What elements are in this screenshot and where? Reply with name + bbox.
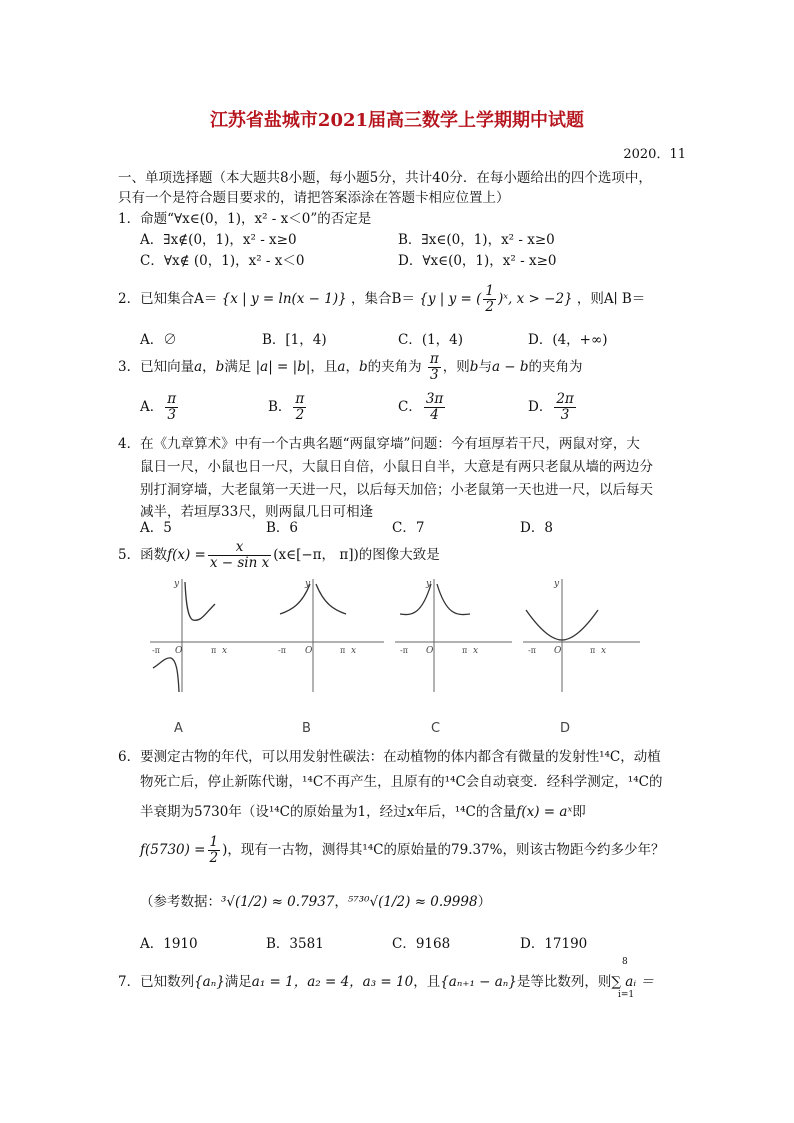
section-instructions-line2: 只有一个是符合题目要求的，请把答案添涂在答题卡相应位置上） (118, 190, 510, 206)
page-title: 江苏省盐城市2021届高三数学上学期期中试题 (209, 110, 585, 131)
graph-a (145, 574, 270, 694)
question-6-line-3-text: 半衰期为5730年（设¹⁴C的原始量为1，经过x年后，¹⁴C的含量 (140, 804, 517, 820)
graph-d-label: D (560, 721, 571, 736)
y-label: y (174, 579, 180, 589)
x-label: x (222, 646, 228, 656)
question-4-option-b: B．6 (266, 520, 299, 536)
reference-suffix: ） (477, 894, 492, 910)
fraction-denominator: 3 (560, 407, 570, 423)
function-name: f(x) = (167, 547, 206, 563)
neg-pi-label: -π (278, 646, 286, 655)
reference-prefix: （参考数据： (140, 894, 221, 910)
question-5-stem (118, 540, 440, 571)
difference-sequence: {aₙ₊₁ − aₙ} (440, 974, 517, 990)
question-7-text-c: ，且 (413, 974, 441, 990)
fraction-numerator: 2π (556, 391, 574, 407)
question-3-stem (118, 352, 583, 383)
question-2-stem (118, 284, 645, 315)
vector-b: b (358, 359, 368, 375)
option-fraction (554, 392, 575, 423)
pi-label: π (211, 646, 217, 655)
question-3-option-d (528, 392, 578, 423)
vector-difference: a − b (491, 359, 529, 375)
exam-date: 2020．11 (623, 147, 686, 162)
fraction-denominator: 4 (430, 407, 439, 423)
x-label: x (473, 646, 479, 656)
fraction-denominator: 3 (167, 407, 176, 423)
question-4-line-4: 减半，若垣厚33尺，则两鼠几日可相逢 (140, 504, 374, 520)
fraction-numerator: 1 (485, 283, 494, 299)
question-6-line-3-suffix: 即 (572, 804, 586, 820)
fraction-denominator: 2 (295, 407, 305, 423)
reference-separator: ， (334, 894, 348, 910)
question-5-text-b: (x∈[−π， π])的图像大致是 (273, 547, 440, 563)
x-label: x (601, 646, 607, 656)
question-3-option-c (398, 392, 447, 423)
vector-a: a (337, 359, 346, 375)
question-2-text-c: ，则A∣ B＝ (576, 291, 646, 307)
option-label: A． (140, 399, 164, 415)
question-6-line-4 (140, 835, 665, 866)
option-label: D． (528, 399, 553, 415)
question-3-comma: ， (345, 359, 359, 375)
question-1-option-a: A．∃x∉(0，1)，x² - x≥0 (140, 232, 297, 248)
sum-lower-limit: i=1 (618, 990, 635, 1000)
reference-cube-root: ³√(1/2) ≈ 0.7937 (221, 894, 335, 910)
origin-label: O (426, 646, 434, 656)
question-3-text-f: 与 (478, 359, 492, 375)
set-b-fraction (483, 284, 496, 315)
graph-b-label: B (302, 721, 311, 736)
question-3-comma: ， (202, 359, 216, 375)
option-fraction (293, 392, 306, 423)
neg-pi-label: -π (400, 646, 408, 655)
vector-b: b (469, 359, 479, 375)
fraction-denominator: 2 (209, 850, 219, 866)
graph-c-label: C (431, 721, 441, 736)
half-fraction (208, 835, 221, 866)
fraction-numerator: 1 (209, 834, 219, 850)
sequence-an: {aₙ} (194, 974, 225, 990)
question-3-text-b: 满足 (224, 359, 252, 375)
graph-a-label: A (174, 721, 183, 736)
question-3-text-g: 的夹角为 (528, 359, 583, 375)
vector-b: b (215, 359, 225, 375)
set-b-expression-left: {y | y = ( (419, 291, 482, 307)
question-2-text-b: ，集合B＝ (351, 291, 415, 307)
set-b-expression-right: )ˣ, x > −2} (497, 291, 573, 307)
fraction-denominator: 2 (485, 299, 494, 315)
question-2-text-a: 2．已知集合A＝ (118, 291, 218, 307)
question-2-option-b: B．[1，4) (262, 332, 327, 348)
pi-label: π (340, 646, 346, 655)
curve-two-branches (400, 584, 470, 615)
vector-a: a (194, 359, 203, 375)
option-fraction (424, 392, 445, 423)
question-1-option-c: C．∀x∉ (0，1)，x² - x＜0 (140, 253, 305, 269)
curve-left-branch (153, 658, 179, 692)
question-4-option-d: D．8 (520, 520, 553, 536)
question-7-text-a: 7．已知数列 (118, 974, 195, 990)
question-3-text-c: ，且 (310, 359, 338, 375)
question-1-option-d: D．∀x∈(0，1)，x² - x≥0 (398, 253, 557, 269)
question-6-line-4-text: )，现有一古物，测得其¹⁴C的原始量的79.37%，则该古物距今约多少年？ (222, 842, 665, 858)
question-6-line-3 (140, 800, 586, 820)
question-6-line-1: 6．要测定古物的年代，可以用发射性碳法：在动植物的体内都含有微量的发射性¹⁴C，动植 (118, 749, 661, 765)
decay-function: f(x) = aˣ (516, 804, 573, 820)
neg-pi-label: -π (528, 646, 536, 655)
function-fraction (208, 540, 271, 571)
sum-expression: ∑ aᵢ ＝ (611, 974, 654, 990)
graph-b (262, 574, 387, 694)
graph-c (390, 574, 515, 694)
y-label: y (305, 579, 311, 589)
question-3-text-d: 的夹角为 (367, 359, 422, 375)
question-2-option-a: A．∅ (140, 332, 177, 348)
question-7-stem (118, 970, 654, 990)
fraction-numerator: π (295, 391, 305, 407)
origin-label: O (305, 646, 313, 656)
question-3-text-a: 3．已知向量 (118, 359, 195, 375)
magnitude-equation: |a| = |b| (255, 359, 311, 375)
question-6-option-d: D．17190 (520, 936, 588, 952)
question-1-option-b: B．∃x∈(0，1)，x² - x≥0 (398, 232, 555, 248)
initial-terms: a₁ = 1，a₂ = 4，a₃ = 10 (251, 974, 414, 990)
question-4-line-1: 4．在《九章算术》中有一个古典名题“两鼠穿墙”问题：今有垣厚若干尺，两鼠对穿，大 (118, 436, 640, 452)
question-6-option-b: B．3581 (266, 936, 324, 952)
origin-label: O (175, 646, 183, 656)
question-2-option-c: C．(1，4) (398, 332, 464, 348)
question-1-stem: 1．命题“∀x∈(0，1)，x² - x＜0”的否定是 (118, 211, 372, 227)
fraction-denominator: x − sin x (209, 555, 270, 571)
set-a-expression: {x | y = ln(x − 1)} (221, 291, 347, 307)
y-label: y (426, 579, 432, 589)
question-2-option-d: D．(4，+∞) (528, 332, 608, 348)
question-4-option-a: A．5 (140, 520, 172, 536)
graph-d (518, 574, 643, 694)
x-label: x (351, 646, 357, 656)
option-label: C． (398, 399, 422, 415)
option-label: B． (268, 399, 292, 415)
pi-label: π (462, 646, 468, 655)
question-5-text-a: 5．函数 (118, 547, 168, 563)
question-7-text-b: 满足 (224, 974, 252, 990)
reference-5730-root: ⁵⁷³⁰√(1/2) ≈ 0.9998 (347, 894, 478, 910)
question-4-line-3: 别打洞穿墙，大老鼠第一天进一尺，以后每天加倍；小老鼠第一天也进一尺，以后每天 (140, 482, 653, 498)
question-6-option-a: A．1910 (140, 936, 198, 952)
question-7-text-d: 是等比数列，则 (516, 974, 612, 990)
question-6-reference (140, 890, 491, 910)
origin-label: O (554, 646, 562, 656)
half-life-equation: f(5730) = (140, 842, 206, 858)
option-fraction (165, 392, 178, 423)
sum-upper-limit: 8 (622, 957, 628, 967)
angle-fraction (428, 352, 441, 383)
fraction-denominator: 3 (430, 367, 439, 383)
fraction-numerator: x (208, 540, 271, 556)
question-6-line-2: 物死亡后，停止新陈代谢，¹⁴C不再产生，且原有的¹⁴C会自动衰变．经科学测定，¹⁴C的 (140, 774, 663, 790)
fraction-numerator: π (167, 391, 177, 407)
pi-label: π (590, 646, 596, 655)
question-4-option-c: C．7 (392, 520, 425, 536)
question-3-option-b (268, 392, 308, 423)
y-label: y (554, 579, 560, 589)
fraction-numerator: π (429, 351, 439, 367)
fraction-numerator: 3π (425, 391, 444, 407)
neg-pi-label: -π (152, 646, 160, 655)
question-6-option-c: C．9168 (392, 936, 451, 952)
question-3-text-e: ，则 (442, 359, 470, 375)
question-3-option-a (140, 392, 180, 423)
question-4-line-2: 鼠日一尺，小鼠也日一尺，大鼠日自倍，小鼠日自半，大意是有两只老鼠从墙的两边分 (140, 459, 653, 475)
section-instructions-line1: 一、单项选择题（本大题共8小题，每小题5分，共计40分．在每小题给出的四个选项中， (118, 170, 652, 186)
curve-right-branch (185, 582, 215, 620)
